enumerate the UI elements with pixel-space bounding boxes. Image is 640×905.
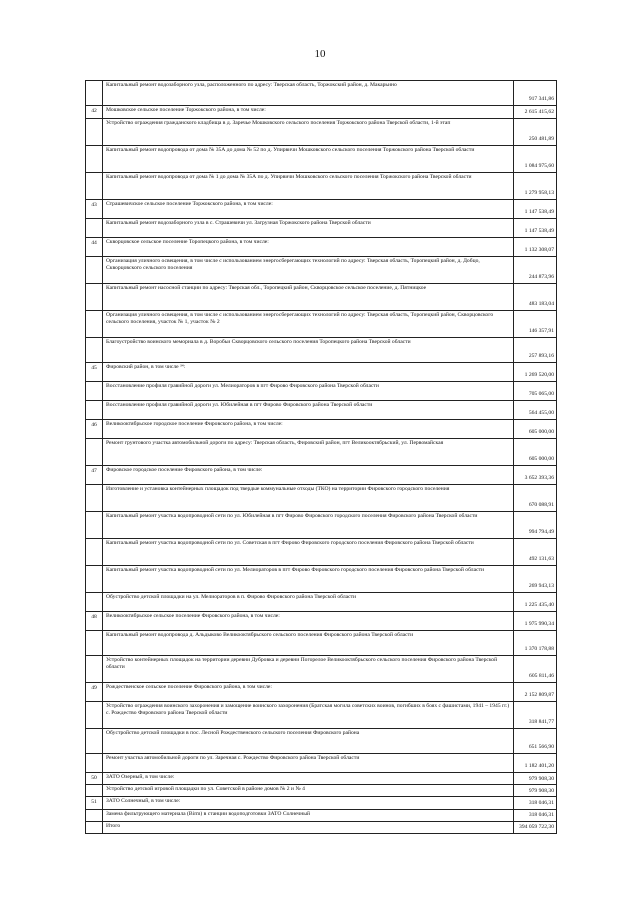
row-amount: 1 225 435,40 xyxy=(514,592,557,611)
row-description: Капитальный ремонт участка водопроводной сети по ул. Мелиораторов в пгт Фирово Фировского городского поселения Фировского района Тверской области xyxy=(103,565,514,592)
table-row xyxy=(86,106,557,119)
row-description: Капитальный ремонт участка водопроводной сети по ул. Юбилейная в пгт Фирово Фировского городского поселения Фировского района Тверской области xyxy=(103,511,514,538)
row-description: Капитальный ремонт участка водопроводной сети по ул. Советская в пгт Фирово Фировского городского поселения Фировского района Тверской области xyxy=(103,538,514,565)
table-row xyxy=(86,283,557,310)
table-row xyxy=(86,237,557,256)
table-row xyxy=(86,172,557,199)
table-row xyxy=(86,199,557,218)
row-description: Капитальный ремонт водопровода от дома № 35А до дома № 52 по д. Упирвичи Мошковского сельского поселения Торжокского района Тверской области xyxy=(103,145,514,172)
row-description: Капитальный ремонт водопровода д. Альдыково Великооктябрьского сельского поселения Фировского района Тверской области xyxy=(103,630,514,655)
row-number xyxy=(86,565,103,592)
row-amount: 1 370 178,88 xyxy=(514,630,557,655)
row-amount: 250 481,89 xyxy=(514,118,557,145)
row-description: Ремонт участка автомобильной дороги по ул. Заречная с. Рождество Фировского района Тверской области xyxy=(103,753,514,772)
row-description: Капитальный ремонт водозаборного узла в с. Страшевичи ул. Загрузная Торжокского района Тверской области xyxy=(103,218,514,237)
table-row xyxy=(86,797,557,810)
row-number: 51 xyxy=(86,797,103,810)
row-amount: 146 357,91 xyxy=(514,310,557,337)
row-description: Организация уличного освещения, в том числе с использованием энергосберегающих технологий по адресу: Тверская область, Торопецкий район, Скворцовского сельского поселения, участок № 1, участок № 2 xyxy=(103,310,514,337)
table-row xyxy=(86,218,557,237)
row-number xyxy=(86,785,103,797)
row-number xyxy=(86,655,103,682)
table-row xyxy=(86,728,557,753)
row-number: 44 xyxy=(86,237,103,256)
row-description: Благоустройство воинского мемориала в д. Воробьи Скворцовского сельского поселения Торопецкого района Тверской области xyxy=(103,337,514,362)
row-number xyxy=(86,809,103,821)
row-number: 45 xyxy=(86,362,103,381)
table-row xyxy=(86,538,557,565)
row-amount: 483 183,04 xyxy=(514,283,557,310)
row-amount: 1 132 308,07 xyxy=(514,237,557,256)
row-description: ЗАТО Солнечный, в том числе: xyxy=(103,797,514,810)
table-row xyxy=(86,438,557,465)
table-row xyxy=(86,145,557,172)
row-amount: 1 147 538,49 xyxy=(514,199,557,218)
row-description: Обустройство детской площадки в пос. Лесной Рождественского сельского поселения Фировского района xyxy=(103,728,514,753)
row-amount: 3 652 393,36 xyxy=(514,465,557,484)
row-amount: 2 615 415,62 xyxy=(514,106,557,119)
row-amount: 670 088,91 xyxy=(514,484,557,511)
row-number: 42 xyxy=(86,106,103,119)
row-description: Восстановление профиля гравийной дороги ул. Мелиораторов в пгт Фирово Фировского района Тверской области xyxy=(103,381,514,400)
row-amount: 1 182 401,20 xyxy=(514,753,557,772)
row-description: Итого xyxy=(103,821,514,833)
row-number xyxy=(86,728,103,753)
table-row xyxy=(86,362,557,381)
row-number xyxy=(86,484,103,511)
row-amount: 2 152 809,87 xyxy=(514,682,557,701)
row-description: Страшевичское сельское поселение Торжокского района, в том числе: xyxy=(103,199,514,218)
table-row xyxy=(86,821,557,833)
table-row xyxy=(86,256,557,283)
table-row xyxy=(86,630,557,655)
row-number xyxy=(86,118,103,145)
row-number xyxy=(86,381,103,400)
row-description: Устройство детской игровой площадки по ул. Советской в районе домов № 2 и № 4 xyxy=(103,785,514,797)
row-number xyxy=(86,145,103,172)
row-description: Фировский район, в том числе ³⁴: xyxy=(103,362,514,381)
table-row xyxy=(86,400,557,419)
row-number xyxy=(86,310,103,337)
table-row xyxy=(86,118,557,145)
table-row xyxy=(86,655,557,682)
row-number xyxy=(86,218,103,237)
table-row xyxy=(86,484,557,511)
row-number xyxy=(86,172,103,199)
row-amount: 318 046,31 xyxy=(514,797,557,810)
table-row xyxy=(86,419,557,438)
row-description: Скворцовское сельское поселение Торопецкого района, в том числе: xyxy=(103,237,514,256)
row-amount: 269 943,13 xyxy=(514,565,557,592)
table-row xyxy=(86,310,557,337)
row-description: Обустройство детской площадки на ул. Мелиораторов в п. Фирово Фировского района Тверской области xyxy=(103,592,514,611)
row-description: Восстановление профиля гравийной дороги ул. Юбилейная в пгт Фирово Фировского района Тверской области xyxy=(103,400,514,419)
row-amount: 1 084 975,60 xyxy=(514,145,557,172)
row-amount: 1 147 538,49 xyxy=(514,218,557,237)
table-row xyxy=(86,337,557,362)
row-amount: 318 841,77 xyxy=(514,701,557,728)
row-amount: 244 873,96 xyxy=(514,256,557,283)
row-amount: 318 046,31 xyxy=(514,809,557,821)
row-amount: 705 065,00 xyxy=(514,381,557,400)
row-amount: 605 000,00 xyxy=(514,419,557,438)
row-number xyxy=(86,400,103,419)
table-row xyxy=(86,592,557,611)
row-amount: 257 893,16 xyxy=(514,337,557,362)
table-row xyxy=(86,753,557,772)
row-description: Мошковское сельское поселение Торжокского района, в том числе: xyxy=(103,106,514,119)
row-amount: 492 131,63 xyxy=(514,538,557,565)
row-number xyxy=(86,438,103,465)
row-description: Устройство ограждения гражданского кладбища в д. Заречье Мошковского сельского поселения Торжокского района Тверской области, 1-й этап xyxy=(103,118,514,145)
table-row xyxy=(86,381,557,400)
row-description: Великооктябрьское сельское поселение Фировского района, в том числе: xyxy=(103,611,514,630)
row-number xyxy=(86,630,103,655)
table-row xyxy=(86,785,557,797)
row-description: Великооктябрьское городское поселение Фировского района, в том числе: xyxy=(103,419,514,438)
table-row xyxy=(86,611,557,630)
row-number xyxy=(86,283,103,310)
row-amount: 1 269 520,00 xyxy=(514,362,557,381)
row-number xyxy=(86,337,103,362)
row-description: Капитальный ремонт водозаборного узла, расположенного по адресу: Тверская область, Торжокский район, д. Макарьино xyxy=(103,81,514,106)
table-row xyxy=(86,682,557,701)
row-amount: 979 908,30 xyxy=(514,772,557,785)
row-description: Капитальный ремонт водопровода от дома № 1 до дома № 35А по д. Упирвичи Мошковского сельского поселения Торжокского района Тверской области xyxy=(103,172,514,199)
row-amount: 917 341,86 xyxy=(514,81,557,106)
table-row xyxy=(86,511,557,538)
projects-table xyxy=(85,80,557,834)
table-row xyxy=(86,772,557,785)
row-description: Фировское городское поселение Фировского района, в том числе: xyxy=(103,465,514,484)
row-number xyxy=(86,538,103,565)
row-amount: 605 000,00 xyxy=(514,438,557,465)
row-amount: 564 455,00 xyxy=(514,400,557,419)
row-number: 50 xyxy=(86,772,103,785)
row-number xyxy=(86,701,103,728)
row-number xyxy=(86,81,103,106)
table-row xyxy=(86,81,557,106)
row-description: Замена фильтрующего материала (Birm) в станции водоподготовки ЗАТО Солнечный xyxy=(103,809,514,821)
table-row xyxy=(86,701,557,728)
row-number xyxy=(86,592,103,611)
page-number: 10 xyxy=(314,48,326,60)
table-row xyxy=(86,465,557,484)
row-number: 47 xyxy=(86,465,103,484)
row-number xyxy=(86,511,103,538)
row-number: 48 xyxy=(86,611,103,630)
row-amount: 1 279 958,13 xyxy=(514,172,557,199)
row-description: Устройство ограждения воинского захоронения и замощение воинского захоронения (Братская могила советских воинов, погибших в боях с фашистами, 1941 – 1945 гг.) с. Рождество Фировского района Тверской области xyxy=(103,701,514,728)
row-description: Изготовление и установка контейнерных площадок под твердые коммунальные отходы (ТКО) на территории Фировского городского поселения xyxy=(103,484,514,511)
row-amount: 605 811,46 xyxy=(514,655,557,682)
row-amount: 1 975 990,34 xyxy=(514,611,557,630)
table-row xyxy=(86,809,557,821)
row-number xyxy=(86,753,103,772)
row-description: Капитальный ремонт насосной станции по адресу: Тверская обл., Торопецкий район, Скворцовское сельское поселение, д. Пятницкое xyxy=(103,283,514,310)
row-amount: 979 908,30 xyxy=(514,785,557,797)
row-number: 49 xyxy=(86,682,103,701)
row-amount: 651 566,90 xyxy=(514,728,557,753)
row-description: Ремонт грунтового участка автомобильной дороги по адресу: Тверская область, Фировский район, пгт Великооктябрьский, ул. Первомайская xyxy=(103,438,514,465)
row-description: Устройство контейнерных площадок на территории деревни Дубровка и деревни Погорелое Великооктябрьского сельского поселения Фировского района Тверской области xyxy=(103,655,514,682)
row-description: ЗАТО Озерный, в том числе: xyxy=(103,772,514,785)
row-amount: 394 059 722,30 xyxy=(514,821,557,833)
row-number xyxy=(86,821,103,833)
row-number xyxy=(86,256,103,283)
table-row xyxy=(86,565,557,592)
row-number: 43 xyxy=(86,199,103,218)
row-number: 46 xyxy=(86,419,103,438)
row-description: Организация уличного освещения, в том числе с использованием энергосберегающих технологий по адресу: Тверская область, Торопецкий район, д. Добцо, Скворцовского сельского поселения xyxy=(103,256,514,283)
row-amount: 994 794,49 xyxy=(514,511,557,538)
row-description: Рождественское сельское поселение Фировского района, в том числе: xyxy=(103,682,514,701)
